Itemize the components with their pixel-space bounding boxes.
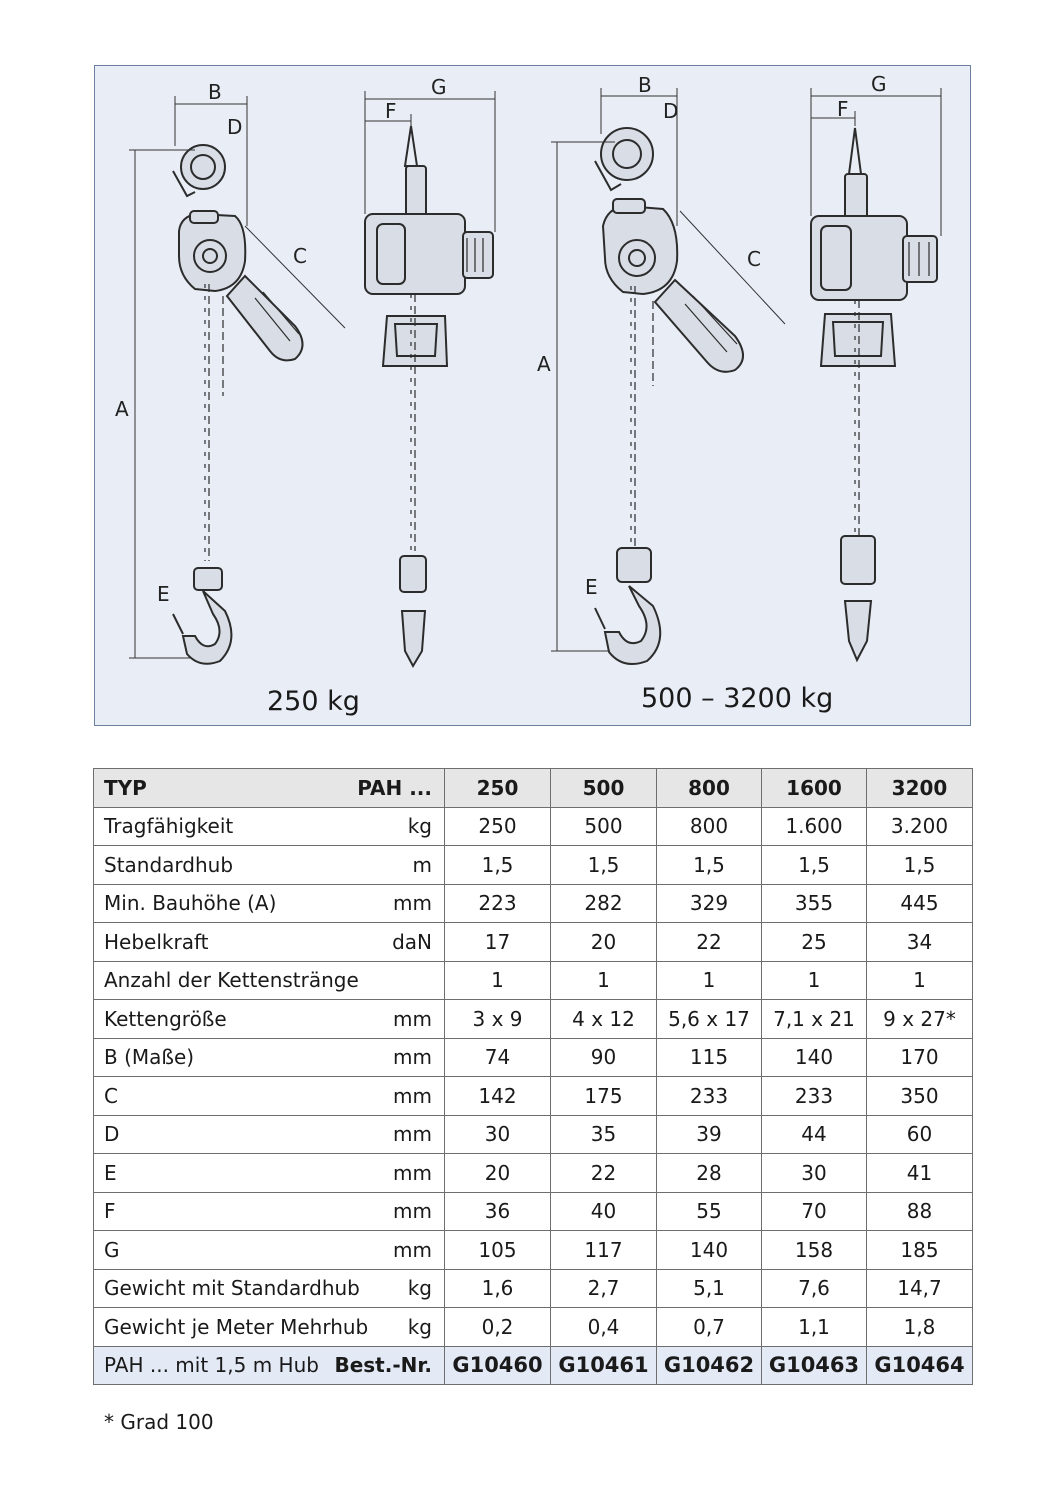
- table-cell: 1: [762, 961, 867, 1000]
- table-cell: 70: [762, 1192, 867, 1231]
- table-cell: 115: [657, 1038, 762, 1077]
- row-label-cell: [94, 1192, 445, 1231]
- table-cell: 1,1: [762, 1308, 867, 1347]
- table-cell: 39: [657, 1115, 762, 1154]
- table-cell: 22: [551, 1154, 657, 1193]
- header-col-250: 250: [445, 769, 551, 808]
- table-row: [94, 1269, 973, 1308]
- table-cell: 185: [867, 1231, 973, 1270]
- table-cell: 3.200: [867, 807, 973, 846]
- table-cell: 20: [551, 923, 657, 962]
- table-cell: 60: [867, 1115, 973, 1154]
- table-cell: 36: [445, 1192, 551, 1231]
- table-cell: 1: [657, 961, 762, 1000]
- table-cell: 90: [551, 1038, 657, 1077]
- caption-500-3200kg: 500 – 3200 kg: [641, 683, 834, 714]
- dim-label-e-left: E: [157, 582, 170, 606]
- table-cell: G10460: [445, 1346, 551, 1385]
- table-cell: 14,7: [867, 1269, 973, 1308]
- header-col-3200: 3200: [867, 769, 973, 808]
- table-cell: 1,5: [551, 846, 657, 885]
- row-label: PAH ... mit 1,5 m Hub: [104, 1353, 319, 1378]
- table-cell: 223: [445, 884, 551, 923]
- row-unit: kg: [407, 814, 432, 839]
- row-label-cell: [94, 1269, 445, 1308]
- table-row: [94, 846, 973, 885]
- row-unit: mm: [393, 1237, 432, 1262]
- table-cell: 158: [762, 1231, 867, 1270]
- row-label: D: [104, 1122, 120, 1147]
- dim-label-c-left: C: [293, 244, 307, 268]
- header-label-cell: [94, 769, 445, 808]
- row-label-cell: [94, 1000, 445, 1039]
- table-cell: 233: [657, 1077, 762, 1116]
- table-row: [94, 961, 973, 1000]
- table-row: [94, 1308, 973, 1347]
- table-cell: 1,6: [445, 1269, 551, 1308]
- dimension-labels: [115, 72, 887, 606]
- table-cell: 5,6 x 17: [657, 1000, 762, 1039]
- hoist-front-view-250: [365, 126, 493, 666]
- dim-label-e-right: E: [585, 575, 598, 599]
- table-cell: 5,1: [657, 1269, 762, 1308]
- dim-label-b-left: B: [208, 80, 222, 104]
- table-cell: 445: [867, 884, 973, 923]
- order-number-row: [94, 1346, 973, 1385]
- table-row: [94, 923, 973, 962]
- header-col-800: 800: [657, 769, 762, 808]
- table-cell: 140: [657, 1231, 762, 1270]
- row-label-cell: [94, 1154, 445, 1193]
- table-cell: 2,7: [551, 1269, 657, 1308]
- table-cell: 7,1 x 21: [762, 1000, 867, 1039]
- table-cell: 35: [551, 1115, 657, 1154]
- table-cell: 7,6: [762, 1269, 867, 1308]
- table-cell: 34: [867, 923, 973, 962]
- row-label-cell: [94, 1038, 445, 1077]
- table-cell: 233: [762, 1077, 867, 1116]
- table-cell: 3 x 9: [445, 1000, 551, 1039]
- header-model-prefix: PAH ...: [357, 775, 432, 800]
- row-label: Min. Bauhöhe (A): [104, 891, 277, 916]
- table-cell: 30: [445, 1115, 551, 1154]
- row-label-cell: [94, 884, 445, 923]
- row-label-cell: [94, 846, 445, 885]
- row-unit: mm: [393, 1083, 432, 1108]
- table-cell: 1,5: [657, 846, 762, 885]
- table-cell: 40: [551, 1192, 657, 1231]
- row-label-cell: [94, 961, 445, 1000]
- table-row: [94, 1115, 973, 1154]
- row-label-cell: [94, 923, 445, 962]
- footnote-grade: * Grad 100: [104, 1410, 214, 1434]
- dim-label-f-right: F: [837, 97, 849, 121]
- table-cell: 1.600: [762, 807, 867, 846]
- table-cell: 55: [657, 1192, 762, 1231]
- row-unit: kg: [407, 1276, 432, 1301]
- table-cell: 0,7: [657, 1308, 762, 1347]
- table-cell: 1: [867, 961, 973, 1000]
- row-label: Tragfähigkeit: [104, 814, 234, 839]
- table-cell: 30: [762, 1154, 867, 1193]
- row-unit: mm: [393, 1006, 432, 1031]
- table-cell: 74: [445, 1038, 551, 1077]
- table-row: [94, 1077, 973, 1116]
- hoist-side-view-500-3200: [595, 128, 743, 664]
- row-label: Standardhub: [104, 852, 234, 877]
- table-row: [94, 807, 973, 846]
- dim-label-b-right: B: [638, 73, 652, 97]
- table-cell: 105: [445, 1231, 551, 1270]
- row-label: Gewicht je Meter Mehrhub: [104, 1314, 369, 1339]
- row-label-cell: [94, 807, 445, 846]
- table-row: [94, 1154, 973, 1193]
- dim-label-f-left: F: [385, 99, 397, 123]
- table-cell: 175: [551, 1077, 657, 1116]
- row-label: E: [104, 1160, 117, 1185]
- row-label: Gewicht mit Standardhub: [104, 1276, 360, 1301]
- header-col-1600: 1600: [762, 769, 867, 808]
- row-label: C: [104, 1083, 118, 1108]
- table-cell: 1: [445, 961, 551, 1000]
- table-cell: 350: [867, 1077, 973, 1116]
- dim-label-a-left: A: [115, 397, 129, 421]
- table-cell: 0,4: [551, 1308, 657, 1347]
- table-cell: 329: [657, 884, 762, 923]
- table-cell: 17: [445, 923, 551, 962]
- table-cell: 500: [551, 807, 657, 846]
- row-label-cell: [94, 1077, 445, 1116]
- table-cell: 25: [762, 923, 867, 962]
- table-cell: 142: [445, 1077, 551, 1116]
- row-label: Kettengröße: [104, 1006, 227, 1031]
- row-label: Anzahl der Kettenstränge: [104, 968, 359, 993]
- table-cell: 1,8: [867, 1308, 973, 1347]
- row-unit: mm: [393, 1160, 432, 1185]
- caption-250kg: 250 kg: [267, 686, 360, 717]
- row-unit: Best.-Nr.: [334, 1353, 432, 1378]
- table-cell: 4 x 12: [551, 1000, 657, 1039]
- hoist-front-view-500-3200: [811, 128, 937, 660]
- row-unit: mm: [393, 1045, 432, 1070]
- table-cell: 1,5: [762, 846, 867, 885]
- lever-hoist-drawings: [95, 66, 972, 727]
- dimension-lines: [129, 88, 941, 658]
- row-label: G: [104, 1237, 120, 1262]
- table-cell: 28: [657, 1154, 762, 1193]
- table-cell: 140: [762, 1038, 867, 1077]
- table-cell: 0,2: [445, 1308, 551, 1347]
- row-label-cell: [94, 1308, 445, 1347]
- table-cell: 88: [867, 1192, 973, 1231]
- table-row: [94, 1192, 973, 1231]
- row-unit: kg: [407, 1314, 432, 1339]
- table-cell: 44: [762, 1115, 867, 1154]
- table-cell: 170: [867, 1038, 973, 1077]
- table-row: [94, 1231, 973, 1270]
- header-type-label: TYP: [104, 775, 147, 800]
- dim-label-c-right: C: [747, 247, 761, 271]
- table-row: [94, 1038, 973, 1077]
- row-unit: m: [412, 852, 432, 877]
- table-cell: G10462: [657, 1346, 762, 1385]
- row-label: Hebelkraft: [104, 929, 209, 954]
- table-cell: G10461: [551, 1346, 657, 1385]
- table-cell: 1: [551, 961, 657, 1000]
- row-unit: mm: [393, 891, 432, 916]
- header-col-500: 500: [551, 769, 657, 808]
- table-cell: 41: [867, 1154, 973, 1193]
- table-cell: 1,5: [867, 846, 973, 885]
- table-cell: 20: [445, 1154, 551, 1193]
- row-label: F: [104, 1199, 116, 1224]
- table-cell: 250: [445, 807, 551, 846]
- dim-label-d-left: D: [227, 115, 243, 139]
- table-cell: G10463: [762, 1346, 867, 1385]
- row-unit: mm: [393, 1122, 432, 1147]
- table-cell: 117: [551, 1231, 657, 1270]
- table-cell: G10464: [867, 1346, 973, 1385]
- table-row: [94, 884, 973, 923]
- hoist-side-view-250: [173, 145, 303, 664]
- table-cell: 22: [657, 923, 762, 962]
- table-row: [94, 1000, 973, 1039]
- row-label-cell: [94, 1115, 445, 1154]
- row-unit: mm: [393, 1199, 432, 1224]
- dim-label-g-left: G: [431, 75, 447, 99]
- dim-label-d-right: D: [663, 99, 679, 123]
- table-cell: 355: [762, 884, 867, 923]
- table-header-row: [94, 769, 973, 808]
- table-cell: 282: [551, 884, 657, 923]
- specification-table: [93, 768, 973, 1385]
- row-label-cell: [94, 1346, 445, 1385]
- technical-drawing-panel: [94, 65, 971, 726]
- dim-label-g-right: G: [871, 72, 887, 96]
- row-label-cell: [94, 1231, 445, 1270]
- dim-label-a-right: A: [537, 352, 551, 376]
- row-unit: daN: [392, 929, 432, 954]
- table-cell: 9 x 27*: [867, 1000, 973, 1039]
- table-cell: 1,5: [445, 846, 551, 885]
- table-cell: 800: [657, 807, 762, 846]
- row-label: B (Maße): [104, 1045, 195, 1070]
